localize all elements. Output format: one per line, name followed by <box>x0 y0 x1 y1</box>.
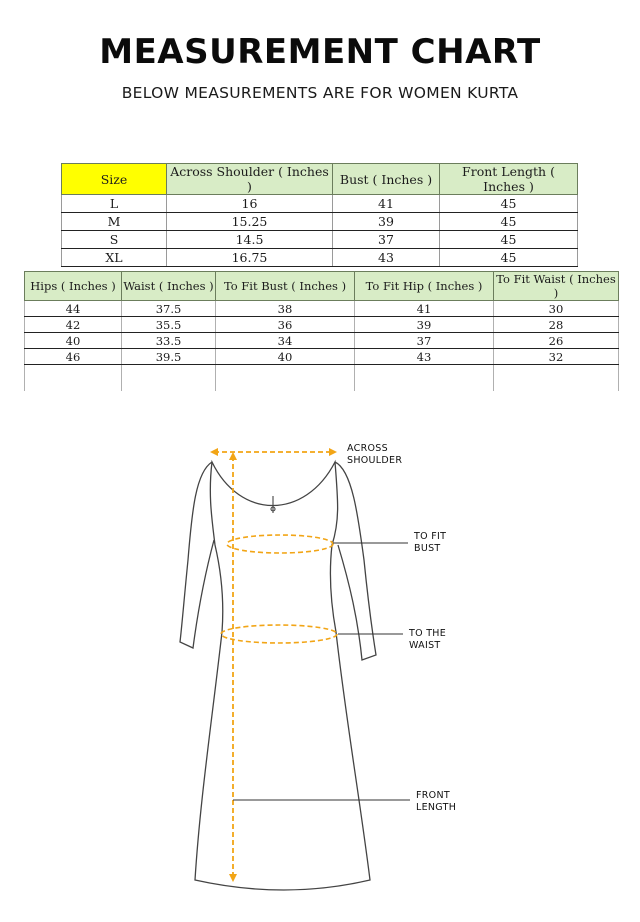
col-header-across-shoulder: Across Shoulder ( Inches ) <box>167 164 333 195</box>
cell-to-fit-hip: 41 <box>355 301 494 317</box>
cell-bust: 37 <box>333 231 440 249</box>
col-header-to-fit-bust: To Fit Bust ( Inches ) <box>216 272 355 301</box>
page-title: MEASUREMENT CHART <box>99 32 541 72</box>
front-length-label: FRONT LENGTH <box>416 790 457 813</box>
cell-to-fit-hip: 43 <box>355 349 494 365</box>
col-header-front-length: Front Length ( Inches ) <box>440 164 578 195</box>
cell-size: XL <box>62 249 167 267</box>
cell-across-shoulder: 15.25 <box>167 213 333 231</box>
cell-across-shoulder: 16.75 <box>167 249 333 267</box>
to-fit-bust-label: TO FIT BUST <box>414 531 447 554</box>
cell-waist: 33.5 <box>122 333 216 349</box>
to-the-waist-label: TO THE WAIST <box>409 628 447 651</box>
col-header-bust: Bust ( Inches ) <box>333 164 440 195</box>
cell-waist: 37.5 <box>122 301 216 317</box>
cell-to-fit-waist: 30 <box>494 301 619 317</box>
col-header-hips: Hips ( Inches ) <box>25 272 122 301</box>
cell-to-fit-hip: 39 <box>355 317 494 333</box>
cell-to-fit-waist: 26 <box>494 333 619 349</box>
cell-size: S <box>62 231 167 249</box>
cell-to-fit-bust: 36 <box>216 317 355 333</box>
cell-to-fit-waist: 28 <box>494 317 619 333</box>
cell-waist: 39.5 <box>122 349 216 365</box>
page-subtitle: BELOW MEASUREMENTS ARE FOR WOMEN KURTA <box>121 84 519 102</box>
cell-bust: 43 <box>333 249 440 267</box>
cell-size: L <box>62 195 167 213</box>
cell-hips: 44 <box>25 301 122 317</box>
col-header-to-fit-hip: To Fit Hip ( Inches ) <box>355 272 494 301</box>
cell-to-fit-hip: 37 <box>355 333 494 349</box>
cell-across-shoulder: 16 <box>167 195 333 213</box>
cell-front-length: 45 <box>440 249 578 267</box>
cell-hips: 42 <box>25 317 122 333</box>
keyhole-placket <box>271 496 275 513</box>
cell-size: M <box>62 213 167 231</box>
cell-to-fit-bust: 34 <box>216 333 355 349</box>
col-header-to-fit-waist: To Fit Waist ( Inches ) <box>494 272 619 301</box>
col-header-waist: Waist ( Inches ) <box>122 272 216 301</box>
cell-bust: 39 <box>333 213 440 231</box>
right-sleeve-outline <box>335 462 376 660</box>
cell-hips: 46 <box>25 349 122 365</box>
cell-front-length: 45 <box>440 231 578 249</box>
kurta-outline <box>195 462 370 890</box>
left-sleeve-outline <box>180 462 214 648</box>
cell-front-length: 45 <box>440 195 578 213</box>
cell-to-fit-waist: 32 <box>494 349 619 365</box>
cell-across-shoulder: 14.5 <box>167 231 333 249</box>
cell-to-fit-bust: 40 <box>216 349 355 365</box>
col-header-size: Size <box>62 164 167 195</box>
cell-to-fit-bust: 38 <box>216 301 355 317</box>
cell-front-length: 45 <box>440 213 578 231</box>
across-shoulder-label: ACROSS SHOULDER <box>347 443 403 466</box>
cell-bust: 41 <box>333 195 440 213</box>
cell-hips: 40 <box>25 333 122 349</box>
cell-waist: 35.5 <box>122 317 216 333</box>
